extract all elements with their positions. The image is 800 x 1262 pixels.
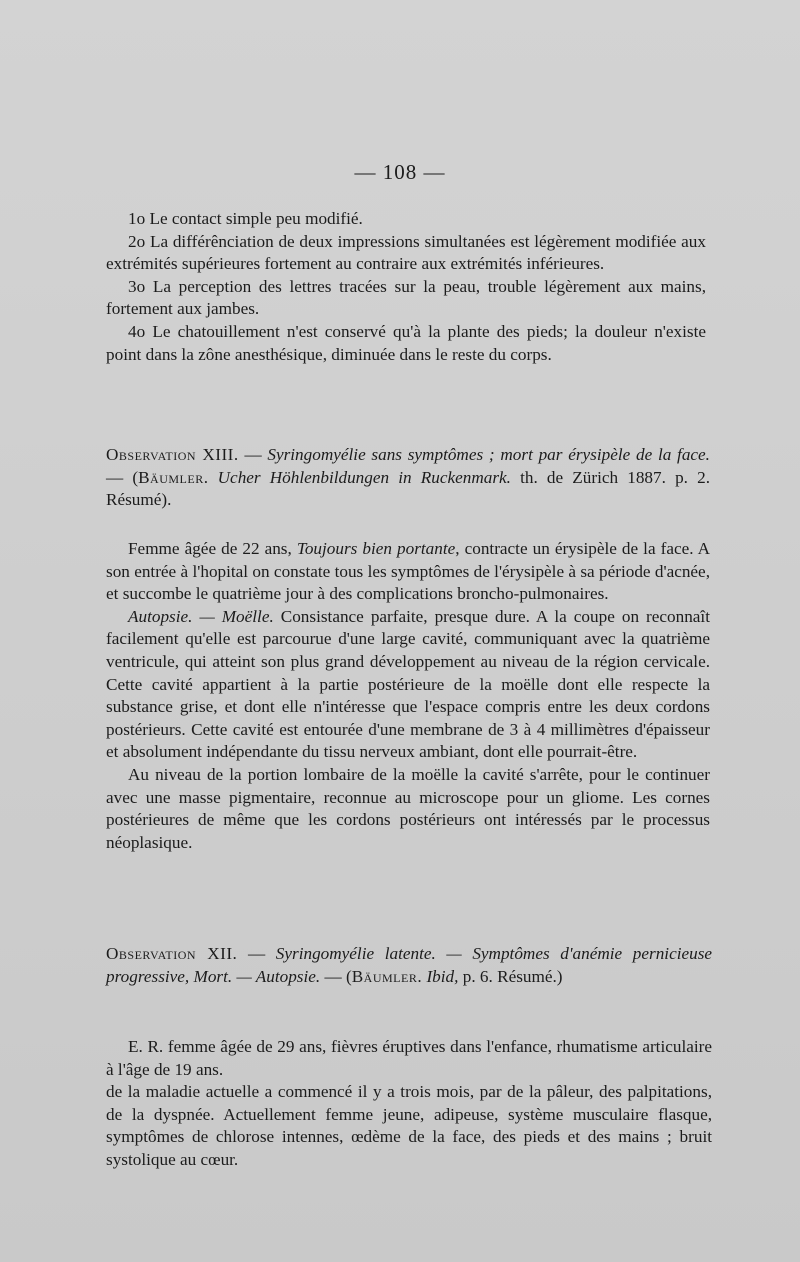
reference-details: p. 6. Résumé.) xyxy=(458,966,563,986)
list-item: 1o Le contact simple peu modifié. xyxy=(128,209,363,228)
paragraph xyxy=(106,538,710,606)
observation-13-body xyxy=(106,538,710,854)
numbered-list xyxy=(106,208,706,366)
paragraph xyxy=(106,606,710,764)
observation-12-body xyxy=(106,1036,712,1172)
observation-label: Observation XII. xyxy=(106,944,238,963)
reference-author: Bäumler. xyxy=(138,467,209,487)
reference-author: Bäumler. xyxy=(351,966,423,986)
reference-open: — ( xyxy=(106,467,139,487)
observation-title: Syringomyélie sans symptômes ; mort par érysipèle de la face. xyxy=(267,445,710,464)
paragraph-text: Consistance parfaite, presque dure. A la coupe on reconnaît facilement qu'elle est parcourue d'une large cavité, communiquant avec la quatrième ventricule, qui atteint son plus grand développement au niveau de la région cervicale. Cette cavité appartient à la partie postérieure de la moëlle dont elle respecte la substance grise, et dont elle n'intéresse que l'espace compris entre les deux cordons postérieurs. Cette cavité est entourée d'une membrane de 3 à 4 millimètres d'épaisseur et absolument indépendante du tissu nerveux ambiant, dont elle pourrait-être. xyxy=(106,606,710,762)
emphasis-text: Toujours bien portante xyxy=(296,539,456,558)
paragraph-text: Femme âgée de 22 ans, xyxy=(128,539,297,558)
observation-12-heading xyxy=(106,943,712,988)
paragraph: E. R. femme âgée de 29 ans, fièvres éruptives dans l'enfance, rhumatisme articulaire à l'âge de 19 ans. xyxy=(106,1037,712,1079)
separator: — xyxy=(238,445,268,464)
reference-ibid: Ibid, xyxy=(422,966,459,986)
emphasis-text: Autopsie. — Moëlle. xyxy=(128,606,274,626)
reference-open: — ( xyxy=(320,966,352,986)
list-item: 3o La perception des lettres tracées sur la peau, trouble légèrement aux mains, fortement aux jambes. xyxy=(106,276,706,319)
list-item: 4o Le chatouillement n'est conservé qu'à la plante des pieds; la douleur n'existe point dans la zône anesthésique, diminuée dans le reste du corps. xyxy=(106,321,706,364)
paragraph: de la maladie actuelle a commencé il y a trois mois, par de la pâleur, des palpitations, de la dyspnée. Actuellement femme jeune, adipeuse, système musculaire flasque, symptômes de chlorose intennes, œdème de la face, des pieds et des mains ; bruit systolique au cœur. xyxy=(106,1082,712,1169)
observation-13-heading xyxy=(106,444,710,512)
observation-label: Observation XIII. xyxy=(106,445,239,464)
page-number: — 108 — xyxy=(354,160,446,184)
paragraph: Au niveau de la portion lombaire de la moëlle la cavité s'arrête, pour le continuer avec une masse pigmentaire, reconnue au microscope pour un gliome. Les cornes postérieures de même que les cordons postérieurs ont intéressés par le processus néoplasique. xyxy=(106,764,710,852)
separator: — xyxy=(237,944,276,963)
reference-work: Ucher Höhlenbildungen in Ruckenmark. xyxy=(208,467,511,487)
list-item: 2o La différênciation de deux impressions simultanées est légèrement modifiée aux extrémités supérieures fortement au contraire aux extrémités inférieures. xyxy=(106,231,706,274)
paragraph-text: , contracte un érysipèle de la face. A son entrée à l'hopital on constate tous les symptômes de l'érysipèle à sa période d'acnée, et succombe le quatrième jour à des complications broncho-pulmonaires. xyxy=(106,539,711,604)
reference-details: th. de Zürich 1887. p. 2. Résumé). xyxy=(106,467,710,510)
observation-title: Syringomyélie latente. — Symptômes d'anémie pernicieuse progressive, Mort. — Autopsie. xyxy=(106,944,713,986)
